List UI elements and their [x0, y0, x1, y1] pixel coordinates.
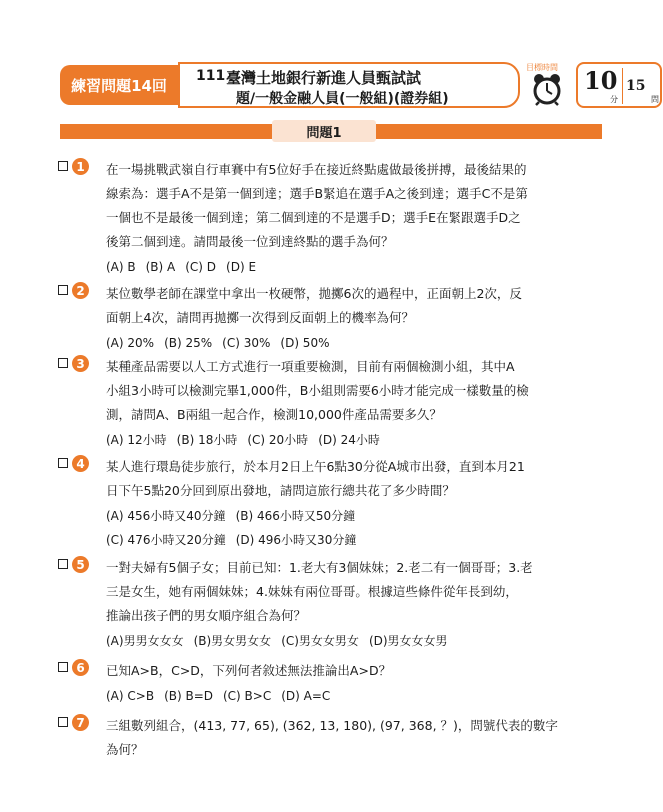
question-number: 3	[72, 355, 89, 372]
question-line: 一對夫婦有5個子女；目前已知：1.老大有3個妹妹；2.老二有一個哥哥；3.老	[106, 560, 533, 575]
question-line: 日下午5點20分回到原出發地，請問這旅行總共花了多少時間？	[106, 483, 455, 498]
checkbox-icon[interactable]	[58, 285, 68, 295]
answer-option[interactable]: (D)男女女女男	[368, 634, 448, 648]
question-text	[106, 455, 608, 551]
answer-option[interactable]: (B) A	[145, 260, 176, 274]
question-line: 線索為：選手A不是第一個到達；選手B緊追在選手A之後到達；選手C不是第	[106, 186, 528, 201]
question-line: 三組數列組合，(413, 77, 65), (362, 13, 180), (97, 368, ？)，問號代表的數字	[106, 718, 558, 733]
question-number: 5	[72, 556, 89, 573]
option-row	[106, 505, 608, 527]
answer-option[interactable]: (D) 24小時	[318, 433, 380, 447]
question-line: 三是女生，她有兩個妹妹；4.妹妹有兩位哥哥。根據這些條件從年長到幼，	[106, 584, 518, 599]
answer-option[interactable]: (A) 456小時又40分鐘	[106, 509, 226, 523]
question-text	[106, 355, 608, 451]
answer-option[interactable]: (B) 25%	[164, 336, 213, 350]
question-line: 某種產品需要以人工方式進行一項重要檢測，目前有兩個檢測小組，其中A	[106, 359, 515, 374]
answer-option[interactable]: (D) 496小時又30分鐘	[235, 533, 357, 547]
checkbox-icon[interactable]	[58, 358, 68, 368]
question-count: 15	[626, 78, 646, 94]
section-title: 問題1	[272, 120, 376, 142]
answer-option[interactable]: (B) 466小時又50分鐘	[235, 509, 356, 523]
question-number: 2	[72, 282, 89, 299]
option-row	[106, 630, 608, 652]
answer-option[interactable]: (C) B>C	[223, 689, 272, 703]
question-text	[106, 282, 608, 354]
answer-option[interactable]: (A) C>B	[106, 689, 155, 703]
question-text	[106, 556, 608, 652]
answer-option[interactable]: (B)男女男女女	[193, 634, 272, 648]
answer-option[interactable]: (A) B	[106, 260, 136, 274]
question-number: 4	[72, 455, 89, 472]
time-question-box	[576, 62, 662, 108]
answer-option[interactable]: (B) 18小時	[176, 433, 238, 447]
question-text	[106, 714, 608, 762]
answer-option[interactable]: (D) 50%	[280, 336, 330, 350]
minutes-unit: 分	[610, 95, 618, 104]
minutes-value: 10	[584, 66, 618, 95]
practice-badge: 練習問題14回	[60, 65, 178, 105]
question-line: 小組3小時可以檢測完畢1,000件，B小組則需要6小時才能完成一樣數量的檢	[106, 383, 529, 398]
question-line: 已知A>B，C>D，下列何者敘述無法推論出A>D？	[106, 663, 392, 678]
checkbox-icon[interactable]	[58, 717, 68, 727]
answer-option[interactable]: (A) 20%	[106, 336, 155, 350]
question-text	[106, 659, 608, 707]
answer-option[interactable]: (A) 12小時	[106, 433, 167, 447]
target-time-label: 目標時間	[526, 63, 558, 72]
question-line: 某人進行環島徒步旅行，於本月2日上午6點30分從A城市出發，直到本月21	[106, 459, 525, 474]
option-row	[106, 685, 608, 707]
option-row	[106, 332, 608, 354]
answer-option[interactable]: (C)男女女男女	[281, 634, 359, 648]
option-row	[106, 529, 608, 551]
question-number: 1	[72, 158, 89, 175]
exam-title-line1: 臺灣土地銀行新進人員甄試試	[226, 69, 422, 87]
question-line: 為何？	[106, 742, 144, 757]
question-line: 在一場挑戰武嶺自行車賽中有5位好手在接近終點處做最後拼搏，最後結果的	[106, 162, 527, 177]
answer-option[interactable]: (C) 30%	[222, 336, 271, 350]
exam-title-box	[178, 62, 520, 108]
checkbox-icon[interactable]	[58, 161, 68, 171]
question-line: 後第二個到達。請問最後一位到達終點的選手為何？	[106, 234, 394, 249]
question-unit: 問	[651, 95, 659, 104]
question-line: 測，請問A、B兩組一起合作，檢測10,000件產品需要多久？	[106, 407, 442, 422]
question-line: 推論出孩子們的男女順序組合為何？	[106, 608, 307, 623]
checkbox-icon[interactable]	[58, 662, 68, 672]
time-box-divider	[622, 68, 623, 104]
checkbox-icon[interactable]	[58, 458, 68, 468]
question-line: 某位數學老師在課堂中拿出一枚硬幣，拋擲6次的過程中，正面朝上2次，反	[106, 286, 522, 301]
answer-option[interactable]: (D) A=C	[281, 689, 331, 703]
exam-year: 111	[196, 68, 226, 84]
answer-option[interactable]: (C) 20小時	[247, 433, 309, 447]
page-header	[60, 62, 659, 110]
target-time	[522, 62, 574, 108]
question-text	[106, 158, 608, 278]
alarm-clock-icon	[530, 72, 564, 106]
option-row	[106, 256, 608, 278]
checkbox-icon[interactable]	[58, 559, 68, 569]
exam-title-line2: 題/一般金融人員(一般組)(證券組)	[236, 91, 449, 107]
answer-option[interactable]: (C) 476小時又20分鐘	[106, 533, 226, 547]
answer-option[interactable]: (D) E	[226, 260, 257, 274]
question-number: 7	[72, 714, 89, 731]
question-number: 6	[72, 659, 89, 676]
answer-option[interactable]: (C) D	[185, 260, 217, 274]
question-line: 一個也不是最後一個到達；第二個到達的不是選手D；選手E在緊跟選手D之	[106, 210, 521, 225]
option-row	[106, 429, 608, 451]
answer-option[interactable]: (A)男男女女女	[106, 634, 184, 648]
question-line: 面朝上4次，請問再拋擲一次得到反面朝上的機率為何？	[106, 310, 414, 325]
answer-option[interactable]: (B) B=D	[164, 689, 213, 703]
